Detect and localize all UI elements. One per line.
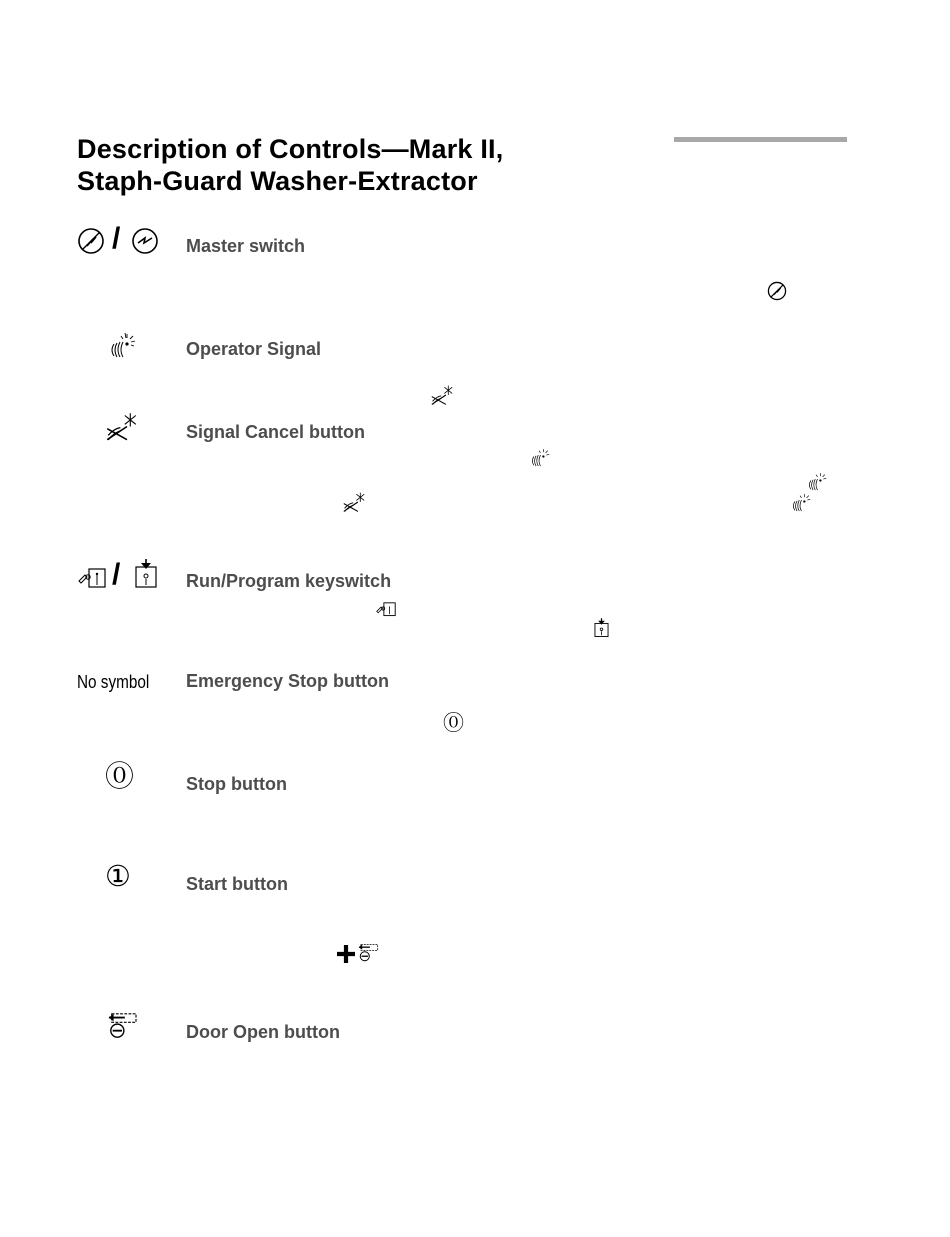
signal-cancel-icon	[105, 411, 138, 442]
signal-cancel-inline-icon-2	[342, 491, 366, 513]
door-open-icon	[105, 1012, 139, 1040]
operator-signal-icon	[106, 330, 136, 358]
stop-button-label: Stop button	[186, 774, 287, 794]
emergency-stop-no-symbol: No symbol	[77, 672, 150, 692]
page-title	[77, 133, 637, 197]
master-off-inline-icon	[767, 281, 787, 301]
start-button-label: Start button	[186, 874, 288, 894]
plus-icon	[336, 944, 356, 964]
emergency-stop-label: Emergency Stop button	[186, 671, 390, 691]
keyswitch-slash: /	[112, 558, 121, 591]
run-program-keyswitch-label: Run/Program keyswitch	[186, 571, 392, 591]
door-open-button-label: Door Open button	[186, 1022, 340, 1042]
start-icon: ①	[105, 859, 131, 893]
operator-signal-inline-icon-1	[528, 446, 550, 467]
run-mode-inline-icon	[375, 600, 397, 617]
master-on-icon	[131, 227, 159, 255]
signal-cancel-inline-icon-1	[430, 384, 454, 406]
stop-inline-icon: ⓪	[443, 711, 464, 735]
operator-signal-inline-icon-2	[805, 470, 827, 491]
master-slash: /	[112, 222, 121, 255]
operator-signal-inline-icon-3	[789, 491, 811, 512]
signal-cancel-label: Signal Cancel button	[186, 422, 366, 442]
program-mode-inline-icon	[593, 618, 610, 638]
program-mode-icon	[133, 559, 159, 589]
door-open-inline-icon	[357, 942, 379, 964]
master-off-icon	[77, 227, 105, 255]
stop-icon: ⓪	[105, 759, 135, 793]
run-mode-icon	[77, 565, 107, 589]
page-title-line-1: Description of Controls—Mark II,	[77, 134, 504, 164]
top-rule	[674, 137, 847, 142]
master-switch-label: Master switch	[186, 236, 306, 256]
page-title-line-2: Staph-Guard Washer-Extractor	[77, 166, 478, 196]
operator-signal-label: Operator Signal	[186, 339, 322, 359]
